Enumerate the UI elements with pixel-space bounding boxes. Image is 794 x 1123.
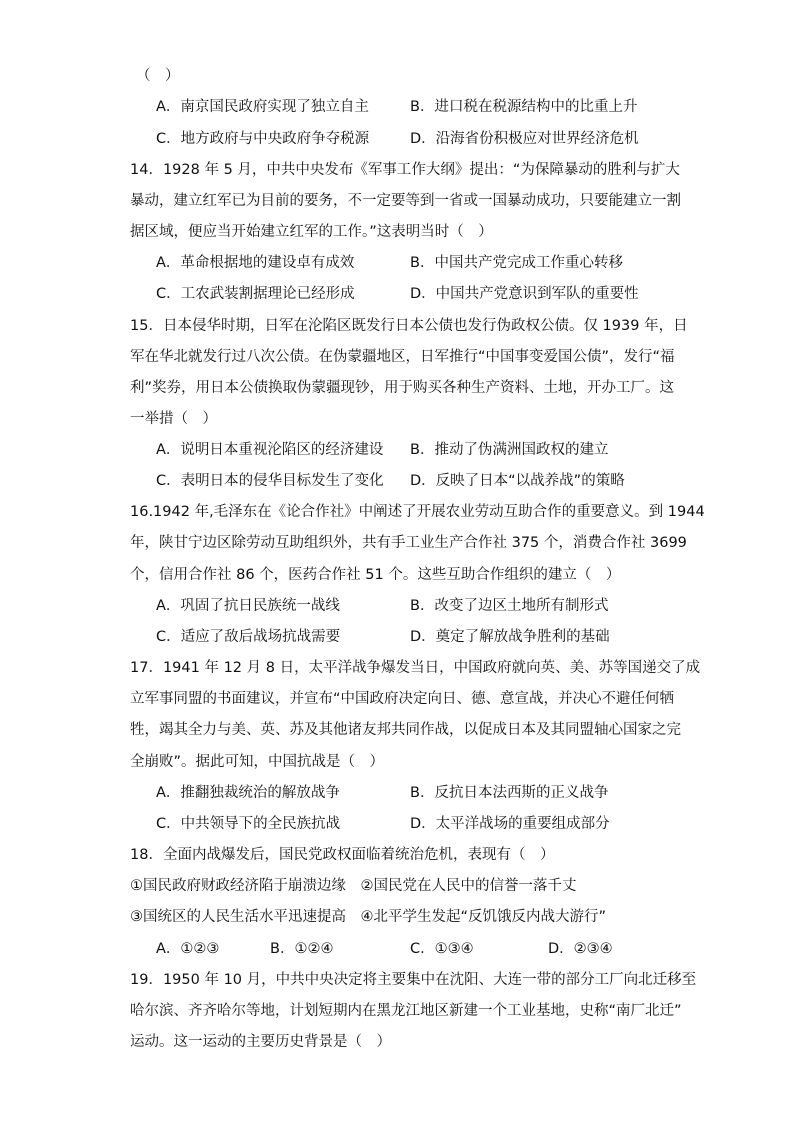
q14-option-b: B．中国共产党完成工作重心转移	[410, 255, 623, 271]
q14-option-d: D．中国共产党意识到军队的重要性	[410, 286, 639, 302]
q18-option-a: A．①②③	[156, 941, 220, 957]
q15-option-a: A．说明日本重视沦陷区的经济建设	[156, 442, 384, 458]
q17-stem-line-4: 全崩败”。据此可知，中国抗战是（ ）	[130, 754, 385, 770]
q15-stem-line-3: 利”奖券，用日本公债换取伪蒙疆现钞，用于购买各种生产资料、土地，开办工厂。这	[130, 380, 675, 396]
q13-option-a: A．南京国民政府实现了独立自主	[156, 99, 369, 115]
q17-stem-line-2: 立军事同盟的书面建议，并宣布“中国政府决定向日、德、意宣战，并决心不避任何牺	[130, 691, 675, 707]
q14-stem-line-1: 14．1928 年 5 月，中共中央发布《军事工作大纲》提出：“为保障暴动的胜利与扩大	[130, 162, 680, 178]
q15-stem-line-4: 一举措（ ）	[130, 411, 217, 427]
q13-option-b: B．进口税在税源结构中的比重上升	[410, 99, 638, 115]
q14-stem-line-2: 暴动，建立红军已为目前的要务，不一定要等到一省或一国暴动成功，只要能建立一割	[130, 193, 681, 209]
q18-statement-line-2: ③国统区的人民生活水平迅速提高 ④北平学生发起“反饥饿反内战大游行”	[130, 909, 607, 925]
q16-stem-line-3: 个，信用合作社 86 个，医药合作社 51 个。这些互助合作组织的建立（ ）	[130, 567, 621, 583]
q17-stem-line-1: 17．1941 年 12 月 8 日，太平洋战争爆发当日，中国政府就向英、美、苏等国递交了成	[130, 660, 701, 676]
q18-statement-line-1: ①国民政府财政经济陷于崩溃边缘 ②国民党在人民中的信誉一落千丈	[130, 878, 577, 894]
q14-option-c: C．工农武装割据理论已经形成	[156, 286, 355, 302]
q14-option-a: A．革命根据地的建设卓有成效	[156, 255, 355, 271]
q13-stem-tail: （ ）	[136, 68, 180, 84]
q15-option-b: B．推动了伪满洲国政权的建立	[410, 442, 609, 458]
q16-option-a: A．巩固了抗日民族统一战线	[156, 598, 340, 614]
q15-stem-line-1: 15．日本侵华时期，日军在沦陷区既发行日本公债也发行伪政权公债。仅 1939 年，日	[130, 318, 688, 334]
q16-stem-line-1: 16.1942 年,毛泽东在《论合作社》中阐述了开展农业劳动互助合作的重要意义。到 1944	[130, 504, 705, 520]
q15-option-d: D．反映了日本“以战养战”的策略	[410, 473, 625, 489]
q17-option-d: D．太平洋战场的重要组成部分	[410, 816, 610, 832]
q16-option-b: B．改变了边区土地所有制形式	[410, 598, 609, 614]
q18-option-c: C．①③④	[410, 941, 474, 957]
q17-option-c: C．中共领导下的全民族抗战	[156, 816, 341, 832]
q19-stem-line-3: 运动。这一运动的主要历史背景是（ ）	[130, 1034, 391, 1050]
q16-option-d: D．奠定了解放战争胜利的基础	[410, 629, 610, 645]
q18-option-b: B．①②④	[270, 941, 334, 957]
q13-option-c: C．地方政府与中央政府争夺税源	[156, 131, 370, 147]
q15-stem-line-2: 军在华北就发行过八次公债。在伪蒙疆地区，日军推行“中国事变爱国公债”，发行“福	[130, 349, 675, 365]
q18-stem-line-1: 18．全面内战爆发后，国民党政权面临着统治危机，表现有（ ）	[130, 847, 555, 863]
q13-option-d: D．沿海省份积极应对世界经济危机	[410, 131, 639, 147]
q17-option-a: A．推翻独裁统治的解放战争	[156, 785, 340, 801]
q16-stem-line-2: 年，陕甘宁边区除劳动互助组织外，共有手工业生产合作社 375 个，消费合作社 3699	[130, 535, 687, 551]
q17-option-b: B．反抗日本法西斯的正义战争	[410, 785, 609, 801]
q15-option-c: C．表明日本的侵华目标发生了变化	[156, 473, 384, 489]
q14-stem-line-3: 据区域，便应当开始建立红军的工作。”这表明当时（ ）	[130, 224, 493, 240]
q19-stem-line-1: 19．1950 年 10 月，中共中央决定将主要集中在沈阳、大连一带的部分工厂向北迁移至	[130, 972, 697, 988]
q16-option-c: C．适应了敌后战场抗战需要	[156, 629, 341, 645]
q19-stem-line-2: 哈尔滨、齐齐哈尔等地，计划短期内在黑龙江地区新建一个工业基地，史称“南厂北迁”	[130, 1003, 682, 1019]
q17-stem-line-3: 牲，竭其全力与美、英、苏及其他诸友邦共同作战，以促成日本及其同盟轴心国家之完	[130, 722, 681, 738]
q18-option-d: D．②③④	[548, 941, 613, 957]
